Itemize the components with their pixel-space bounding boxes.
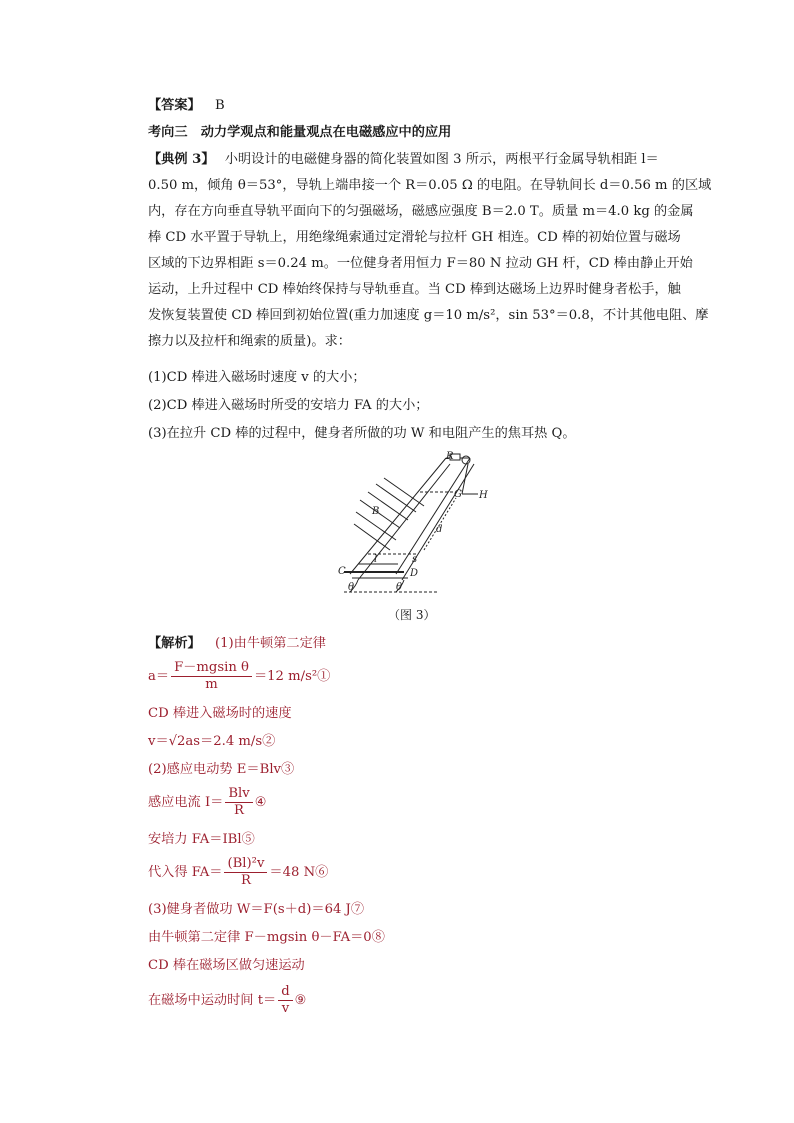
field-arrow <box>354 524 390 550</box>
answer-label: 【答案】 <box>148 98 201 113</box>
rail-diagram <box>338 450 498 600</box>
eq4-lhs: 感应电流 I＝ <box>148 795 224 810</box>
label-dd: D <box>410 568 419 579</box>
answer-value: B <box>214 98 225 113</box>
section-title: 考向三 动力学观点和能量观点在电磁感应中的应用 <box>148 125 452 140</box>
equation-10 <box>148 984 306 1017</box>
label-r: R <box>446 451 454 462</box>
analysis-title-line <box>148 634 326 654</box>
field-arrow <box>376 484 416 512</box>
example-line-1 <box>148 150 659 170</box>
equation-1 <box>148 660 330 693</box>
example-line-7: 发恢复装置使 CD 棒回到初始位置(重力加速度 g＝10 m/s²，sin 53°＝0.8，不计其他电阻、摩 <box>148 308 709 323</box>
question-1: (1)CD 棒进入磁场时速度 v 的大小； <box>148 370 366 385</box>
label-s: s <box>412 554 418 565</box>
example-line-8: 擦力以及拉杆和绳索的质量)。求： <box>148 334 351 349</box>
field-arrow <box>360 500 400 528</box>
eq10-denominator: v <box>281 1001 290 1016</box>
eq6-rhs: ＝48 N⑥ <box>269 865 329 880</box>
eq4-rhs: ④ <box>254 795 267 810</box>
eq1-lhs: a＝ <box>148 669 170 684</box>
example-line-6: 运动，上升过程中 CD 棒始终保持与导轨垂直。当 CD 棒到达磁场上边界时健身者松手，触 <box>148 282 681 297</box>
eq10-fraction <box>278 984 292 1017</box>
equation-5: 安培力 FA＝IBl⑤ <box>148 832 255 847</box>
equation-9: CD 棒在磁场区做匀速运动 <box>148 958 305 973</box>
step1-speed-title: CD 棒进入磁场时的速度 <box>148 706 292 721</box>
eq6-lhs: 代入得 FA＝ <box>148 865 223 880</box>
left-rail <box>350 458 446 574</box>
eq4-fraction <box>225 786 252 819</box>
label-c: C <box>338 566 346 577</box>
left-rail-edge <box>358 464 450 580</box>
answer-line <box>148 96 225 116</box>
equation-8: 由牛顿第二定律 F－mgsin θ－FA＝0⑧ <box>148 930 385 945</box>
question-2: (2)CD 棒进入磁场时所受的安培力 FA 的大小； <box>148 398 429 413</box>
example-line-3: 内，存在方向垂直导轨平面向下的匀强磁场，磁感应强度 B＝2.0 T。质量 m＝4.0 kg 的金属 <box>148 204 694 219</box>
example-line-5: 区域的下边界相距 s＝0.24 m。一位健身者用恒力 F＝80 N 拉动 GH 杆，CD 棒由静止开始 <box>148 256 693 271</box>
eq6-numerator: (Bl)²v <box>224 856 267 873</box>
figure-caption: （图 3） <box>388 608 436 622</box>
label-d: d <box>436 524 443 535</box>
example-line-2: 0.50 m，倾角 θ＝53°，导轨上端串接一个 R＝0.05 Ω 的电阻。在导轨间长 d＝0.56 m 的区域 <box>148 178 712 193</box>
eq1-numerator: F－mgsin θ <box>171 660 252 677</box>
example-line-4: 棒 CD 水平置于导轨上，用绝缘绳索通过定滑轮与拉杆 GH 相连。CD 棒的初始位置与磁场 <box>148 230 681 245</box>
example-text: 小明设计的电磁健身器的简化装置如图 3 所示，两根平行金属导轨相距 l＝ <box>224 152 659 167</box>
label-g: G <box>454 489 462 500</box>
example-label: 【典例 3】 <box>148 152 215 167</box>
equation-3: (2)感应电动势 E＝Blv③ <box>148 762 295 777</box>
question-3: (3)在拉升 CD 棒的过程中，健身者所做的功 W 和电阻产生的焦耳热 Q。 <box>148 426 576 441</box>
label-theta-right: θ <box>396 582 403 593</box>
label-h: H <box>479 490 488 501</box>
eq6-fraction <box>224 856 267 889</box>
label-b: B <box>372 506 380 517</box>
analysis-label: 【解析】 <box>148 636 201 651</box>
eq10-numerator: d <box>278 984 292 1001</box>
equation-4 <box>148 786 267 819</box>
equation-6 <box>148 856 328 889</box>
eq4-denominator: R <box>234 803 244 818</box>
equation-7: (3)健身者做功 W＝F(s＋d)＝64 J⑦ <box>148 902 365 917</box>
eq10-rhs: ⑨ <box>294 993 307 1008</box>
label-l: l <box>374 554 378 565</box>
right-rail <box>396 458 470 574</box>
label-theta-left: θ <box>348 582 355 593</box>
eq1-rhs: ＝12 m/s²① <box>253 669 331 684</box>
eq10-lhs: 在磁场中运动时间 t＝ <box>148 993 277 1008</box>
equation-2: v＝√2as＝2.4 m/s② <box>148 734 276 749</box>
eq6-denominator: R <box>240 873 251 888</box>
step1-title: (1)由牛顿第二定律 <box>214 636 326 651</box>
eq1-fraction <box>171 660 252 693</box>
eq4-numerator: Blv <box>225 786 252 803</box>
eq1-denominator: m <box>205 677 218 692</box>
